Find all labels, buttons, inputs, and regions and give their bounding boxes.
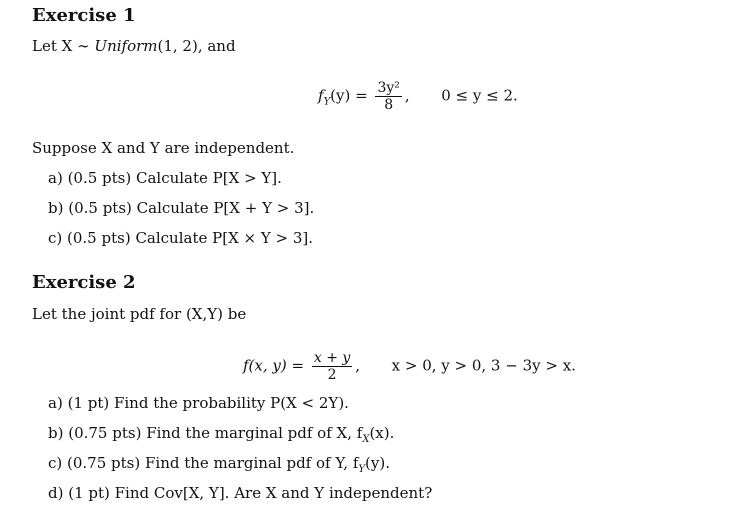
exercise-1-title: Exercise 1 (32, 5, 136, 26)
pdf-numerator: 3y² (377, 80, 400, 96)
ex2-part-b (48, 424, 394, 445)
pdf-comma: , (404, 86, 410, 105)
ex2-part-c-tail: (y). (365, 454, 390, 472)
independence-statement: Suppose X and Y are independent. (32, 139, 295, 157)
exercise-2-intro: Let the joint pdf for (X,Y) be (32, 305, 247, 323)
exercise-2-pdf (243, 350, 576, 383)
ex2-part-c-text: c) (0.75 pts) Find the marginal pdf of Y, f (48, 454, 359, 472)
pdf-arg: (y) = (330, 86, 368, 105)
ex2-part-c-subscript: Y (358, 464, 366, 475)
intro-prefix: Let X ∼ (32, 37, 95, 55)
pdf-range: 0 ≤ y ≤ 2. (441, 86, 518, 105)
exercise-1-intro (32, 37, 236, 55)
exercise-1-pdf (318, 80, 518, 113)
ex2-part-d: d) (1 pt) Find Cov[X, Y]. Are X and Y independent? (48, 484, 433, 502)
uniform-label: Uniform (94, 37, 158, 55)
joint-pdf-fraction (312, 350, 352, 383)
exercise-2-title: Exercise 2 (32, 272, 136, 293)
pdf-subscript: Y (323, 96, 331, 108)
ex2-part-a: a) (1 pt) Find the probability P(X < 2Y). (48, 394, 349, 412)
ex2-part-b-text: b) (0.75 pts) Find the marginal pdf of X, f (48, 424, 363, 442)
pdf-lhs: f (318, 86, 324, 105)
ex2-part-c (48, 454, 390, 475)
intro-args: (1, 2), and (157, 37, 236, 55)
pdf-fraction (375, 80, 401, 113)
ex1-part-c: c) (0.5 pts) Calculate P[X × Y > 3]. (48, 229, 314, 247)
joint-pdf-lhs: f(x, y) = (243, 356, 305, 375)
joint-pdf-conditions: x > 0, y > 0, 3 − 3y > x. (391, 356, 576, 375)
joint-pdf-comma: , (355, 356, 361, 375)
ex1-part-b: b) (0.5 pts) Calculate P[X + Y > 3]. (48, 199, 315, 217)
joint-pdf-numerator: x + y (313, 350, 351, 366)
ex1-part-a: a) (0.5 pts) Calculate P[X > Y]. (48, 169, 282, 187)
joint-pdf-denominator: 2 (327, 367, 337, 383)
ex2-part-b-subscript: X (362, 434, 370, 445)
ex2-part-b-tail: (x). (369, 424, 395, 442)
pdf-denominator: 8 (384, 97, 394, 113)
